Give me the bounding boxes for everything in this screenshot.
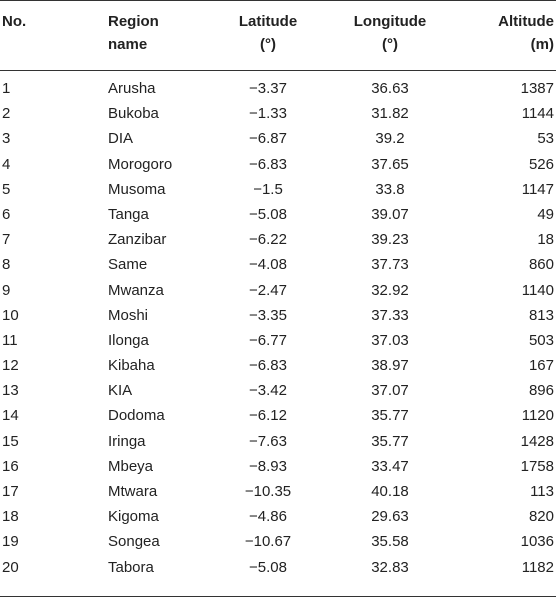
cell-longitude: 39.07 bbox=[371, 205, 409, 223]
table-row bbox=[0, 353, 556, 378]
cell-altitude: 49 bbox=[537, 205, 554, 223]
cell-longitude: 38.97 bbox=[371, 357, 409, 375]
cell-latitude: −6.83 bbox=[249, 155, 287, 173]
cell-altitude: 113 bbox=[530, 483, 554, 500]
cell-no: 16 bbox=[2, 457, 19, 475]
cell-no: 9 bbox=[2, 281, 11, 299]
cell-latitude: −5.08 bbox=[249, 205, 287, 223]
cell-altitude: 526 bbox=[528, 155, 554, 173]
header-latitude-line1: Latitude bbox=[238, 13, 298, 30]
table-row bbox=[0, 252, 556, 277]
cell-latitude: −1.33 bbox=[249, 105, 287, 123]
cell-latitude: −3.35 bbox=[249, 306, 287, 324]
header-region bbox=[108, 10, 159, 56]
cell-longitude: 33.8 bbox=[375, 180, 405, 198]
cell-no: 7 bbox=[2, 231, 11, 249]
cell-latitude: −8.93 bbox=[249, 457, 287, 475]
table-row bbox=[0, 555, 556, 580]
cell-latitude: −6.87 bbox=[249, 130, 287, 148]
cell-longitude: 37.33 bbox=[371, 306, 409, 324]
cell-latitude: −6.22 bbox=[249, 231, 287, 249]
cell-region: Arusha bbox=[108, 80, 156, 97]
cell-longitude: 39.2 bbox=[375, 130, 405, 148]
cell-region: Iringa bbox=[108, 432, 146, 450]
cell-longitude: 32.83 bbox=[371, 558, 409, 576]
table-row bbox=[0, 378, 556, 403]
cell-region: Mwanza bbox=[108, 281, 164, 299]
cell-longitude: 35.58 bbox=[371, 533, 409, 551]
cell-region: Bukoba bbox=[108, 105, 159, 123]
cell-region: Moshi bbox=[108, 306, 149, 324]
cell-altitude: 1144 bbox=[521, 105, 554, 123]
cell-no: 5 bbox=[2, 180, 11, 198]
cell-altitude: 1120 bbox=[521, 407, 554, 425]
cell-longitude: 32.92 bbox=[371, 281, 409, 299]
cell-latitude: −4.08 bbox=[249, 256, 287, 274]
table-row bbox=[0, 303, 556, 328]
cell-region: Zanzibar bbox=[108, 231, 167, 249]
cell-region: Tabora bbox=[108, 558, 154, 576]
table-row bbox=[0, 454, 556, 479]
cell-latitude: −3.37 bbox=[249, 80, 287, 97]
cell-altitude: 1036 bbox=[520, 533, 554, 551]
cell-longitude: 40.18 bbox=[371, 483, 409, 500]
cell-no: 1 bbox=[2, 80, 11, 97]
header-latitude-line2: (°) bbox=[260, 36, 276, 53]
cell-longitude: 39.23 bbox=[371, 231, 409, 249]
table-row bbox=[0, 126, 556, 151]
cell-region: Kibaha bbox=[108, 357, 155, 375]
cell-no: 8 bbox=[2, 256, 11, 274]
cell-no: 11 bbox=[2, 331, 18, 349]
table-row bbox=[0, 328, 556, 353]
cell-latitude: −6.83 bbox=[249, 357, 287, 375]
cell-region: Mtwara bbox=[108, 483, 158, 500]
table-row bbox=[0, 152, 556, 177]
cell-altitude: 53 bbox=[537, 130, 554, 148]
header-longitude-line1: Longitude bbox=[353, 13, 427, 30]
table-row bbox=[0, 429, 556, 454]
table-row bbox=[0, 479, 556, 504]
cell-no: 6 bbox=[2, 205, 11, 223]
cell-no: 13 bbox=[2, 382, 19, 400]
cell-longitude: 35.77 bbox=[371, 407, 409, 425]
table-row bbox=[0, 202, 556, 227]
cell-no: 3 bbox=[2, 130, 11, 148]
cell-longitude: 35.77 bbox=[371, 432, 409, 450]
cell-altitude: 1140 bbox=[521, 281, 554, 299]
cell-altitude: 820 bbox=[528, 508, 554, 526]
cell-latitude: −6.12 bbox=[249, 407, 287, 425]
cell-latitude: −7.63 bbox=[249, 432, 287, 450]
cell-region: Musoma bbox=[108, 180, 166, 198]
cell-region: DIA bbox=[108, 130, 134, 148]
cell-altitude: 813 bbox=[528, 306, 554, 324]
cell-altitude: 167 bbox=[528, 357, 554, 375]
cell-latitude: −4.86 bbox=[249, 508, 287, 526]
cell-region: Mbeya bbox=[108, 457, 154, 475]
table-row bbox=[0, 504, 556, 529]
header-region-line1: Region bbox=[108, 13, 159, 30]
header-latitude bbox=[232, 10, 304, 56]
cell-no: 20 bbox=[2, 558, 19, 576]
cell-longitude: 33.47 bbox=[371, 457, 409, 475]
header-longitude-line2: (°) bbox=[382, 36, 398, 53]
cell-region: Kigoma bbox=[108, 508, 159, 526]
cell-latitude: −10.35 bbox=[244, 483, 292, 500]
cell-latitude: −6.77 bbox=[249, 331, 287, 349]
table-row bbox=[0, 177, 556, 202]
cell-no: 14 bbox=[2, 407, 19, 425]
cell-longitude: 37.07 bbox=[371, 382, 409, 400]
cell-region: Dodoma bbox=[108, 407, 165, 425]
header-altitude-line2: (m) bbox=[530, 36, 554, 53]
cell-longitude: 37.65 bbox=[371, 155, 409, 173]
header-altitude bbox=[470, 10, 554, 56]
cell-region: Morogoro bbox=[108, 155, 173, 173]
cell-no: 15 bbox=[2, 432, 19, 450]
cell-no: 2 bbox=[2, 105, 11, 123]
cell-longitude: 37.03 bbox=[371, 331, 409, 349]
header-longitude bbox=[340, 10, 440, 56]
cell-region: Songea bbox=[108, 533, 160, 551]
cell-region: Ilonga bbox=[108, 331, 149, 349]
cell-altitude: 18 bbox=[537, 231, 554, 249]
cell-no: 18 bbox=[2, 508, 19, 526]
cell-altitude: 503 bbox=[528, 331, 554, 349]
cell-latitude: −5.08 bbox=[249, 558, 287, 576]
cell-no: 19 bbox=[2, 533, 19, 551]
cell-altitude: 1147 bbox=[521, 180, 554, 198]
cell-no: 10 bbox=[2, 306, 19, 324]
cell-altitude: 1387 bbox=[520, 80, 554, 97]
cell-altitude: 1182 bbox=[521, 558, 554, 576]
cell-latitude: −2.47 bbox=[249, 281, 287, 299]
cell-no: 4 bbox=[2, 155, 11, 173]
table-row bbox=[0, 278, 556, 303]
cell-longitude: 36.63 bbox=[371, 80, 409, 97]
cell-altitude: 860 bbox=[528, 256, 554, 274]
cell-longitude: 29.63 bbox=[371, 508, 409, 526]
table-row bbox=[0, 76, 556, 101]
table-header bbox=[0, 0, 556, 70]
cell-no: 12 bbox=[2, 357, 19, 375]
table-row bbox=[0, 101, 556, 126]
table-row bbox=[0, 529, 556, 554]
cell-latitude: −1.5 bbox=[253, 180, 283, 198]
cell-region: Tanga bbox=[108, 205, 149, 223]
header-altitude-line1: Altitude bbox=[498, 13, 554, 30]
header-rule bbox=[0, 70, 556, 71]
cell-latitude: −3.42 bbox=[249, 382, 287, 400]
cell-altitude: 1758 bbox=[520, 457, 554, 475]
cell-region: Same bbox=[108, 256, 148, 274]
cell-no: 17 bbox=[2, 483, 19, 500]
header-region-line2: name bbox=[108, 36, 148, 53]
cell-latitude: −10.67 bbox=[244, 533, 292, 551]
cell-longitude: 31.82 bbox=[371, 105, 409, 123]
cell-longitude: 37.73 bbox=[371, 256, 409, 274]
cell-region: KIA bbox=[108, 382, 133, 400]
cell-altitude: 896 bbox=[528, 382, 554, 400]
table-body bbox=[0, 76, 556, 580]
table-row bbox=[0, 403, 556, 428]
cell-altitude: 1428 bbox=[520, 432, 554, 450]
header-no: No. bbox=[2, 13, 27, 30]
table-row bbox=[0, 227, 556, 252]
